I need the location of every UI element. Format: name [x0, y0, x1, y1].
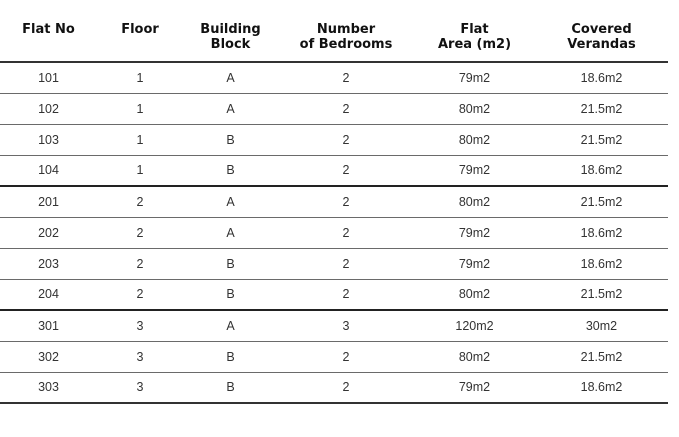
- header-building-block: [183, 0, 278, 62]
- cell-bedrooms: 2: [278, 93, 414, 124]
- cell-verandas: 21.5m2: [535, 124, 668, 155]
- cell-bedrooms: 3: [278, 310, 414, 341]
- cell-block: B: [183, 248, 278, 279]
- cell-floor: 1: [97, 62, 183, 93]
- header-floor: [97, 0, 183, 62]
- cell-flat-no: 101: [0, 62, 97, 93]
- cell-bedrooms: 2: [278, 279, 414, 310]
- cell-floor: 1: [97, 155, 183, 186]
- cell-flat-no: 202: [0, 217, 97, 248]
- cell-area: 80m2: [414, 341, 535, 372]
- table-header: [0, 0, 668, 62]
- table-row: [0, 155, 668, 186]
- cell-area: 79m2: [414, 372, 535, 403]
- cell-flat-no: 204: [0, 279, 97, 310]
- cell-area: 79m2: [414, 62, 535, 93]
- cell-block: B: [183, 279, 278, 310]
- cell-verandas: 18.6m2: [535, 217, 668, 248]
- header-flat-area: [414, 0, 535, 62]
- cell-verandas: 21.5m2: [535, 341, 668, 372]
- table-row: [0, 248, 668, 279]
- cell-block: A: [183, 217, 278, 248]
- header-row: [0, 0, 668, 62]
- cell-block: A: [183, 186, 278, 217]
- cell-verandas: 18.6m2: [535, 248, 668, 279]
- cell-flat-no: 203: [0, 248, 97, 279]
- cell-bedrooms: 2: [278, 155, 414, 186]
- cell-flat-no: 301: [0, 310, 97, 341]
- cell-bedrooms: 2: [278, 186, 414, 217]
- header-building-block-line1: Building: [200, 22, 261, 37]
- cell-area: 80m2: [414, 186, 535, 217]
- cell-block: A: [183, 62, 278, 93]
- header-covered-verandas-line1: Covered: [571, 22, 632, 37]
- header-flat-area-line2: Area (m2): [437, 37, 512, 52]
- header-flat-no: [0, 0, 97, 62]
- cell-flat-no: 302: [0, 341, 97, 372]
- cell-floor: 3: [97, 372, 183, 403]
- cell-flat-no: 303: [0, 372, 97, 403]
- cell-floor: 1: [97, 93, 183, 124]
- header-flat-area-line1: Flat: [460, 22, 489, 37]
- cell-floor: 2: [97, 279, 183, 310]
- table-row: [0, 62, 668, 93]
- cell-bedrooms: 2: [278, 248, 414, 279]
- cell-bedrooms: 2: [278, 62, 414, 93]
- cell-verandas: 21.5m2: [535, 93, 668, 124]
- cell-flat-no: 102: [0, 93, 97, 124]
- header-covered-verandas-line2: Verandas: [567, 37, 636, 52]
- cell-area: 80m2: [414, 279, 535, 310]
- table-row: [0, 217, 668, 248]
- header-bedrooms-line2: of Bedrooms: [299, 37, 393, 52]
- table-row: [0, 279, 668, 310]
- cell-area: 79m2: [414, 217, 535, 248]
- cell-area: 79m2: [414, 248, 535, 279]
- cell-floor: 2: [97, 186, 183, 217]
- cell-verandas: 30m2: [535, 310, 668, 341]
- cell-floor: 1: [97, 124, 183, 155]
- cell-floor: 3: [97, 341, 183, 372]
- cell-bedrooms: 2: [278, 372, 414, 403]
- header-flat-no-label: Flat No: [22, 22, 75, 37]
- cell-flat-no: 104: [0, 155, 97, 186]
- cell-bedrooms: 2: [278, 217, 414, 248]
- cell-bedrooms: 2: [278, 124, 414, 155]
- cell-verandas: 21.5m2: [535, 186, 668, 217]
- cell-block: A: [183, 93, 278, 124]
- cell-area: 80m2: [414, 124, 535, 155]
- header-floor-label: Floor: [121, 22, 159, 37]
- cell-bedrooms: 2: [278, 341, 414, 372]
- cell-block: B: [183, 372, 278, 403]
- cell-flat-no: 103: [0, 124, 97, 155]
- cell-block: B: [183, 124, 278, 155]
- cell-area: 79m2: [414, 155, 535, 186]
- table-row: [0, 124, 668, 155]
- table-row: [0, 310, 668, 341]
- header-bedrooms-line1: Number: [316, 22, 376, 37]
- table-row: [0, 372, 668, 403]
- header-covered-verandas: [535, 0, 668, 62]
- cell-floor: 2: [97, 217, 183, 248]
- table-row: [0, 186, 668, 217]
- table-body: [0, 62, 668, 403]
- cell-area: 120m2: [414, 310, 535, 341]
- header-bedrooms: [278, 0, 414, 62]
- cell-floor: 2: [97, 248, 183, 279]
- table-row: [0, 93, 668, 124]
- cell-verandas: 18.6m2: [535, 372, 668, 403]
- cell-block: A: [183, 310, 278, 341]
- cell-block: B: [183, 155, 278, 186]
- cell-flat-no: 201: [0, 186, 97, 217]
- table-row: [0, 341, 668, 372]
- cell-area: 80m2: [414, 93, 535, 124]
- header-building-block-line2: Block: [210, 37, 251, 52]
- cell-verandas: 18.6m2: [535, 155, 668, 186]
- cell-verandas: 18.6m2: [535, 62, 668, 93]
- cell-block: B: [183, 341, 278, 372]
- cell-floor: 3: [97, 310, 183, 341]
- cell-verandas: 21.5m2: [535, 279, 668, 310]
